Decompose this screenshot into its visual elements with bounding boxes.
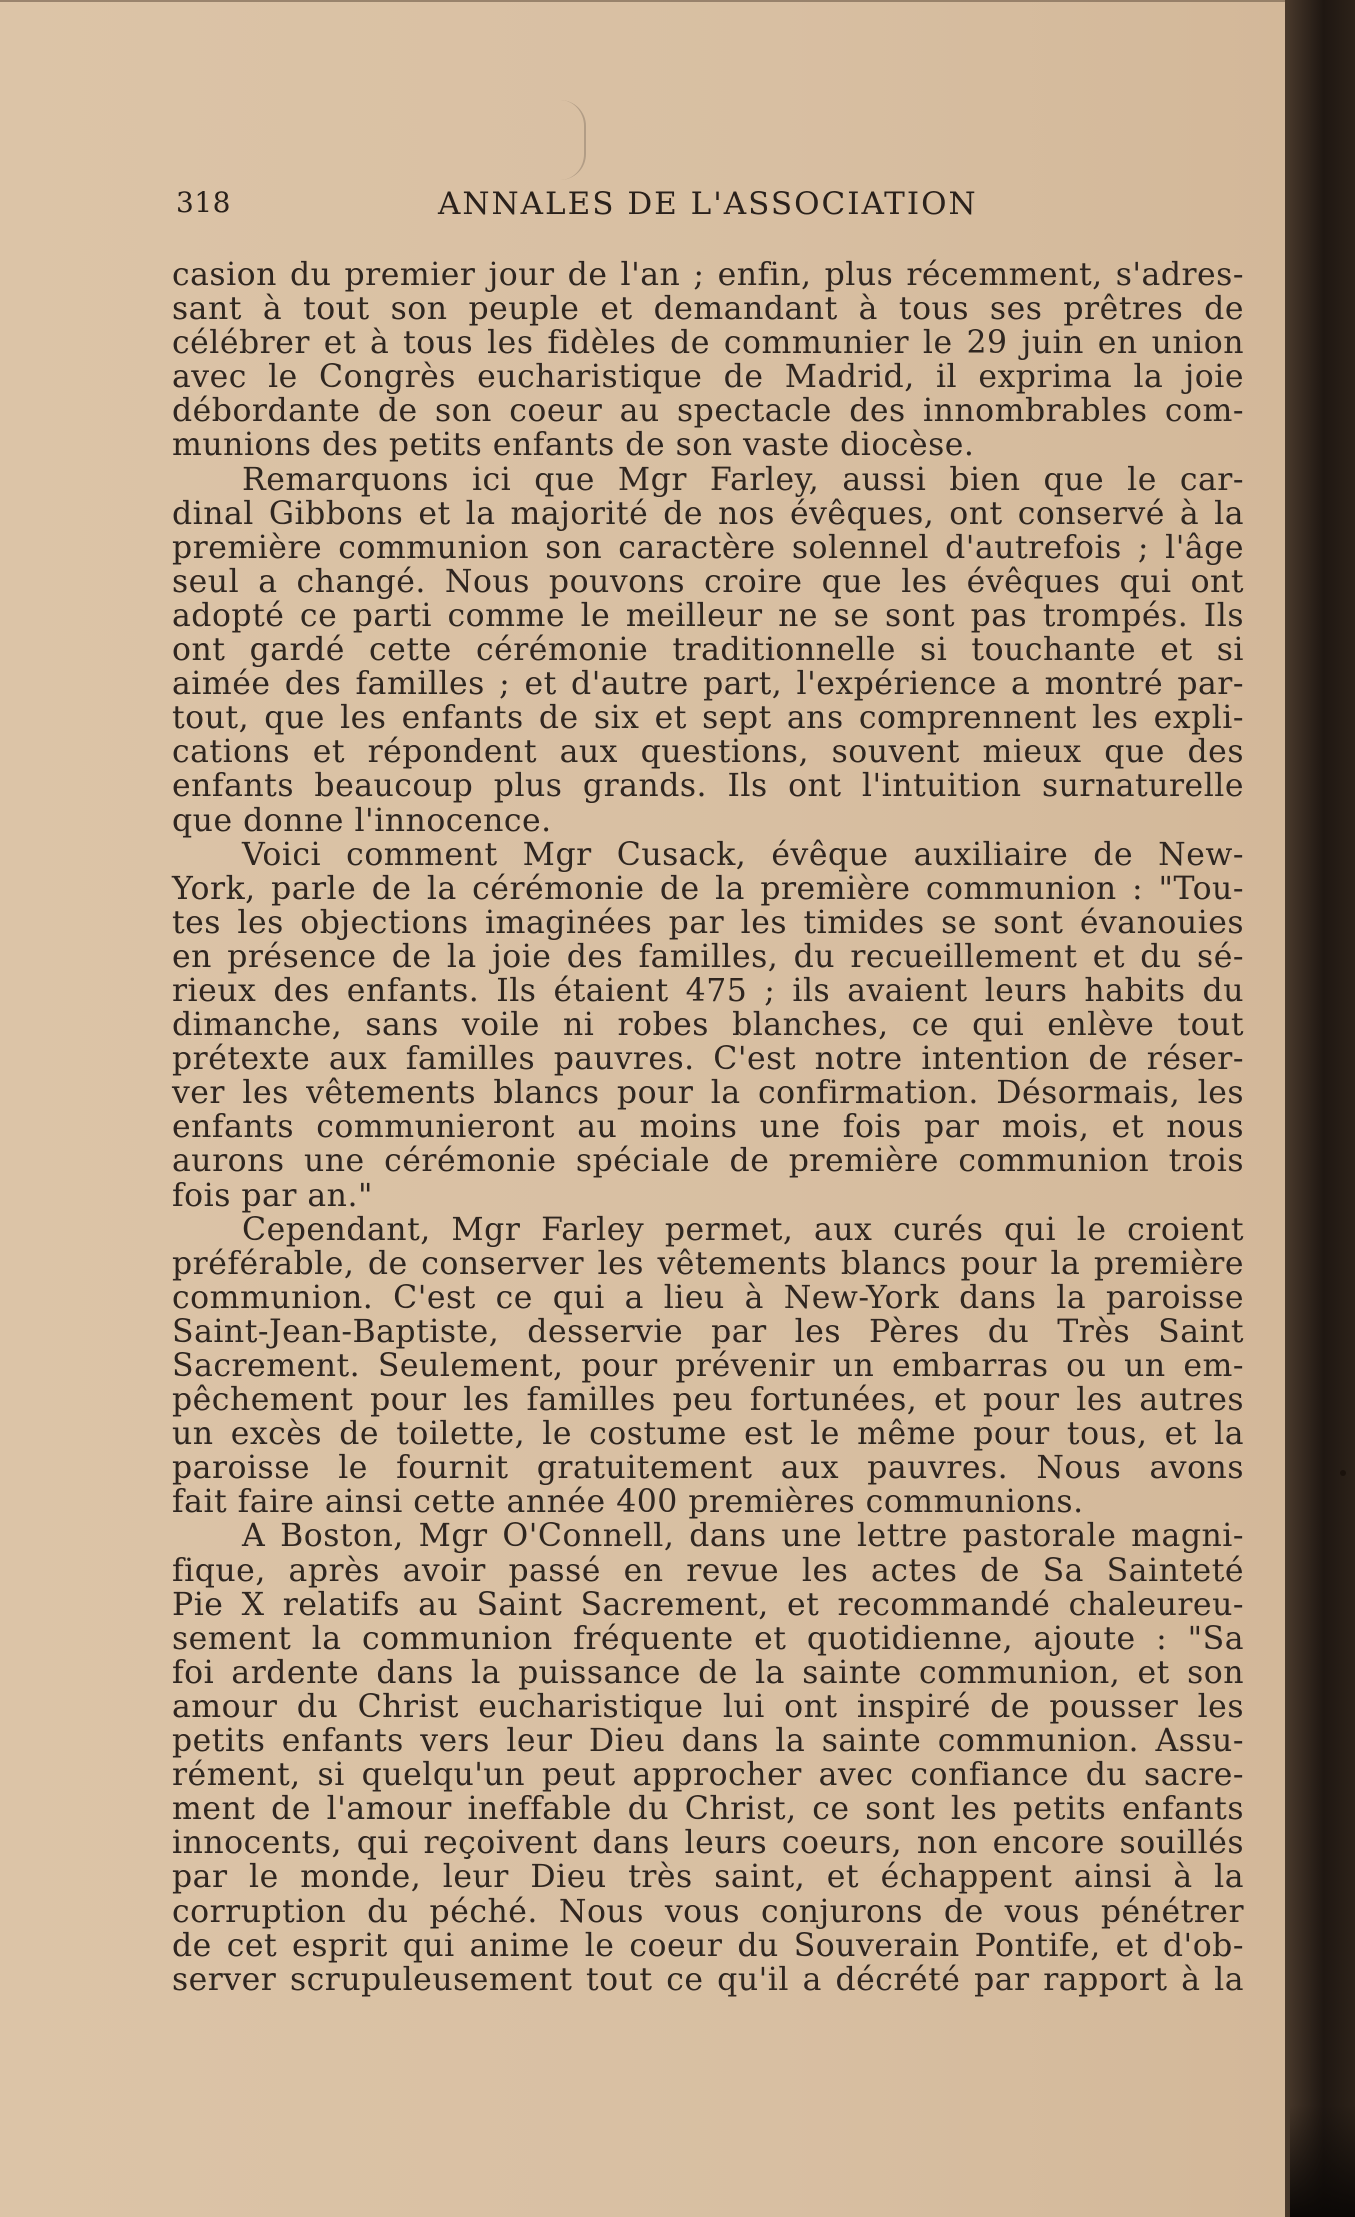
body-text bbox=[172, 258, 1244, 1997]
page-header bbox=[176, 186, 1246, 236]
text-line: en présence de la joie des familles, du recueillement et du sé- bbox=[172, 938, 1244, 975]
text-line: enfants communieront au moins une fois par mois, et nous bbox=[172, 1109, 1244, 1146]
text-line: amour du Christ eucharistique lui ont inspiré de pousser les bbox=[172, 1688, 1244, 1725]
text-line: dimanche, sans voile ni robes blanches, ce qui enlève tout bbox=[172, 1007, 1244, 1044]
text-line: Remarquons ici que Mgr Farley, aussi bien que le car- bbox=[242, 461, 1244, 498]
text-line: innocents, qui reçoivent dans leurs coeurs, non encore souillés bbox=[172, 1825, 1244, 1862]
text-line: corruption du péché. Nous vous conjurons de vous pénétrer bbox=[172, 1893, 1244, 1930]
text-line: aimée des familles ; et d'autre part, l'expérience a montré par- bbox=[172, 666, 1244, 703]
text-line: par le monde, leur Dieu très saint, et échappent ainsi à la bbox=[172, 1859, 1244, 1896]
page-number: 318 bbox=[176, 186, 231, 219]
text-line: munions des petits enfants de son vaste diocèse. bbox=[172, 427, 975, 464]
text-line: Pie X relatifs au Saint Sacrement, et recommandé chaleureu- bbox=[172, 1586, 1244, 1623]
text-line: ment de l'amour ineffable du Christ, ce sont les petits enfants bbox=[172, 1791, 1244, 1828]
text-line: pêchement pour les familles peu fortunées, et pour les autres bbox=[172, 1382, 1244, 1419]
pencil-mark bbox=[560, 100, 586, 180]
text-line: dinal Gibbons et la majorité de nos évêques, ont conservé à la bbox=[172, 495, 1244, 532]
text-line: première communion son caractère solennel d'autrefois ; l'âge bbox=[172, 529, 1244, 566]
page-top-edge bbox=[0, 0, 1285, 2]
text-line: server scrupuleusement tout ce qu'il a décrété par rapport à la bbox=[172, 1961, 1244, 1998]
text-line: Voici comment Mgr Cusack, évêque auxiliaire de New- bbox=[242, 836, 1244, 873]
text-line: York, parle de la cérémonie de la première communion : "Tou- bbox=[172, 870, 1244, 907]
text-line: débordante de son coeur au spectacle des innombrables com- bbox=[172, 393, 1244, 430]
text-line: ont gardé cette cérémonie traditionnelle si touchante et si bbox=[172, 632, 1244, 669]
margin-mark bbox=[1340, 1470, 1346, 1476]
text-line: Cependant, Mgr Farley permet, aux curés qui le croient bbox=[242, 1211, 1244, 1248]
text-line: enfants beaucoup plus grands. Ils ont l'intuition surnaturelle bbox=[172, 768, 1244, 805]
text-line: seul a changé. Nous pouvons croire que les évêques qui ont bbox=[172, 563, 1244, 600]
text-line: Sacrement. Seulement, pour prévenir un embarras ou un em- bbox=[172, 1348, 1244, 1384]
text-line: tes les objections imaginées par les timides se sont évanouies bbox=[172, 904, 1244, 941]
text-line: un excès de toilette, le costume est le même pour tous, et la bbox=[172, 1416, 1244, 1453]
text-line: sement la communion fréquente et quotidienne, ajoute : "Sa bbox=[172, 1620, 1244, 1657]
text-line: rément, si quelqu'un peut approcher avec confiance du sacre- bbox=[172, 1757, 1244, 1794]
text-line: adopté ce parti comme le meilleur ne se sont pas trompés. Ils bbox=[172, 597, 1244, 634]
text-line: célébrer et à tous les fidèles de communier le 29 juin en union bbox=[172, 325, 1244, 362]
text-line: ver les vêtements blancs pour la confirmation. Désormais, les bbox=[172, 1075, 1244, 1112]
text-line: Saint-Jean-Baptiste, desservie par les Pères du Très Saint bbox=[172, 1313, 1244, 1350]
text-line: sant à tout son peuple et demandant à tous ses prêtres de bbox=[172, 291, 1244, 328]
text-line: prétexte aux familles pauvres. C'est notre intention de réser- bbox=[172, 1041, 1244, 1078]
text-line: que donne l'innocence. bbox=[172, 802, 552, 839]
text-line: foi ardente dans la puissance de la sainte communion, et son bbox=[172, 1654, 1244, 1691]
gutter-shadow bbox=[1290, 2105, 1355, 2217]
running-title: ANNALES DE L'ASSOCIATION bbox=[438, 186, 978, 222]
text-line: avec le Congrès eucharistique de Madrid, il exprima la joie bbox=[172, 359, 1244, 396]
text-line: communion. C'est ce qui a lieu à New-York dans la paroisse bbox=[172, 1279, 1244, 1316]
text-line: cations et répondent aux questions, souvent mieux que des bbox=[172, 734, 1244, 771]
text-line: A Boston, Mgr O'Connell, dans une lettre pastorale magni- bbox=[242, 1518, 1244, 1555]
text-line: casion du premier jour de l'an ; enfin, plus récemment, s'adres- bbox=[172, 257, 1244, 293]
text-line: petits enfants vers leur Dieu dans la sainte communion. Assu- bbox=[172, 1723, 1244, 1760]
text-line: rieux des enfants. Ils étaient 475 ; ils avaient leurs habits du bbox=[172, 972, 1244, 1009]
text-line: fois par an." bbox=[172, 1177, 373, 1214]
text-line: paroisse le fournit gratuitement aux pauvres. Nous avons bbox=[172, 1450, 1244, 1487]
text-line: préférable, de conserver les vêtements blancs pour la première bbox=[172, 1245, 1244, 1282]
text-line: fique, après avoir passé en revue les actes de Sa Sainteté bbox=[172, 1552, 1244, 1589]
book-gutter bbox=[1285, 0, 1355, 2217]
text-line: de cet esprit qui anime le coeur du Souverain Pontife, et d'ob- bbox=[172, 1927, 1244, 1964]
text-line: aurons une cérémonie spéciale de première communion trois bbox=[172, 1143, 1244, 1180]
text-line: fait faire ainsi cette année 400 premières communions. bbox=[172, 1484, 1084, 1521]
text-line: tout, que les enfants de six et sept ans comprennent les expli- bbox=[172, 700, 1244, 737]
